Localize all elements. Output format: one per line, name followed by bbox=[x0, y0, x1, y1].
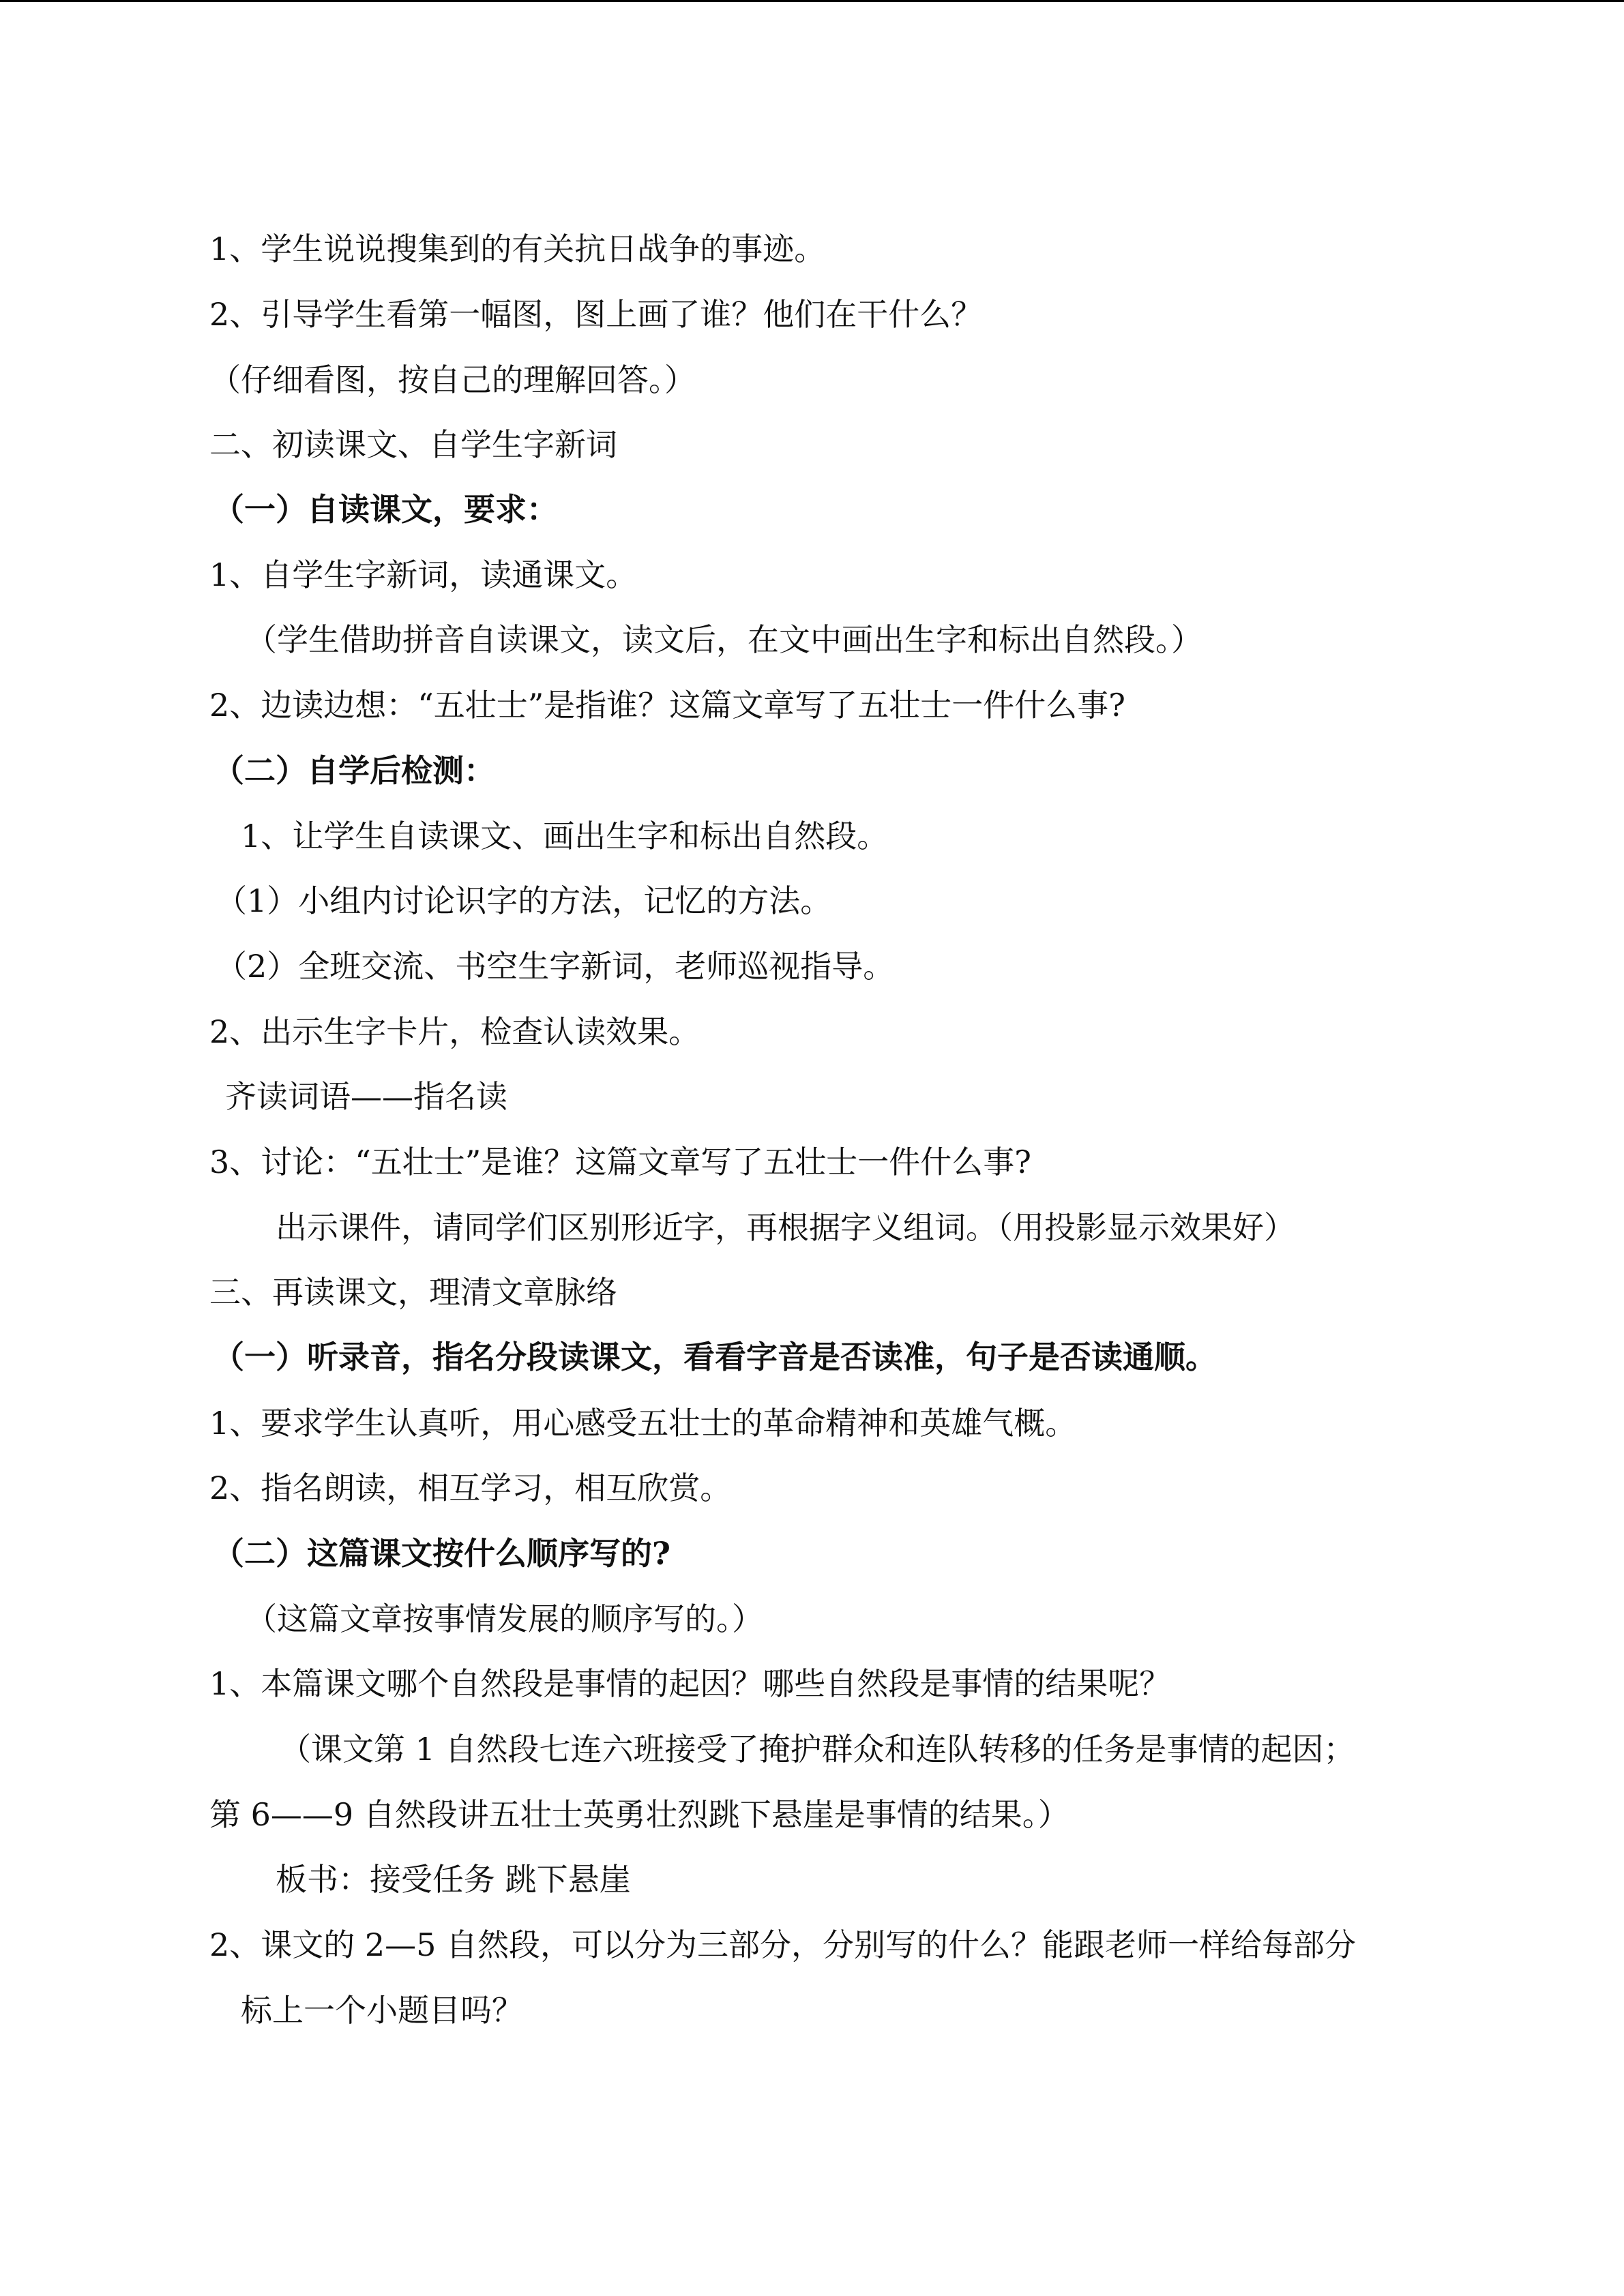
text-line-14: 齐读词语——指名读 bbox=[225, 1078, 507, 1115]
text-line-7: （学生借助拼音自读课文，读文后，在文中画出生字和标出自然段。） bbox=[246, 621, 1202, 658]
text-line-11: （1）小组内讨论识字的方法，记忆的方法。 bbox=[216, 882, 832, 919]
subheading-2: （二）自学后检测： bbox=[213, 752, 495, 789]
section-heading-2: 二、初读课文、自学生字新词 bbox=[209, 426, 617, 463]
text-line-27: 2、课文的 2—5 自然段，可以分为三部分，分别写的什么？能跟老师一样给每部分 bbox=[209, 1926, 1357, 1963]
section-heading-3: 三、再读课文，理清文章脉络 bbox=[209, 1274, 617, 1311]
text-line-10: 1、让学生自读课文、画出生字和标出自然段。 bbox=[241, 818, 889, 854]
text-line-8: 2、边读边想：“五壮士”是指谁？这篇文章写了五壮士一件什么事? bbox=[209, 687, 1125, 724]
text-line-23: 1、本篇课文哪个自然段是事情的起因？哪些自然段是事情的结果呢？ bbox=[209, 1665, 1171, 1702]
text-line-2: 2、引导学生看第一幅图，图上画了谁？他们在干什么？ bbox=[209, 296, 983, 333]
subheading-1: （一）自读课文，要求： bbox=[213, 491, 558, 528]
text-line-24: （课文第 1 自然段七连六班接受了掩护群众和连队转移的任务是事情的起因； bbox=[280, 1731, 1355, 1768]
text-line-26: 板书：接受任务 跳下悬崖 bbox=[276, 1861, 631, 1898]
text-line-12: （2）全班交流、书空生字新词，老师巡视指导。 bbox=[216, 948, 895, 985]
text-line-19: 1、要求学生认真听，用心感受五壮士的革命精神和英雄气概。 bbox=[209, 1405, 1077, 1442]
text-line-1: 1、学生说说搜集到的有关抗日战争的事迹。 bbox=[209, 230, 826, 267]
top-border-line bbox=[0, 0, 1624, 2]
text-line-15: 3、讨论：“五壮士”是谁？这篇文章写了五壮士一件什么事? bbox=[209, 1144, 1031, 1180]
text-line-6: 1、自学生字新词，读通课文。 bbox=[209, 556, 638, 593]
text-line-3: （仔细看图，按自己的理解回答。） bbox=[209, 361, 696, 398]
text-line-16: 出示课件，请同学们区别形近字，再根据字义组词。（用投影显示效果好） bbox=[276, 1209, 1295, 1246]
subheading-3: （一）听录音，指名分段读课文，看看字音是否读准，句子是否读通顺。 bbox=[213, 1339, 1217, 1375]
text-line-20: 2、指名朗读，相互学习，相互欣赏。 bbox=[209, 1470, 732, 1506]
text-line-22: （这篇文章按事情发展的顺序写的。） bbox=[246, 1600, 763, 1637]
subheading-4: （二）这篇课文按什么顺序写的? bbox=[213, 1535, 670, 1572]
text-line-25: 第 6——9 自然段讲五壮士英勇壮烈跳下悬崖是事情的结果。） bbox=[209, 1796, 1069, 1833]
text-line-13: 2、出示生字卡片，检查认读效果。 bbox=[209, 1013, 700, 1050]
text-line-28: 标上一个小题目吗？ bbox=[241, 1992, 523, 2029]
